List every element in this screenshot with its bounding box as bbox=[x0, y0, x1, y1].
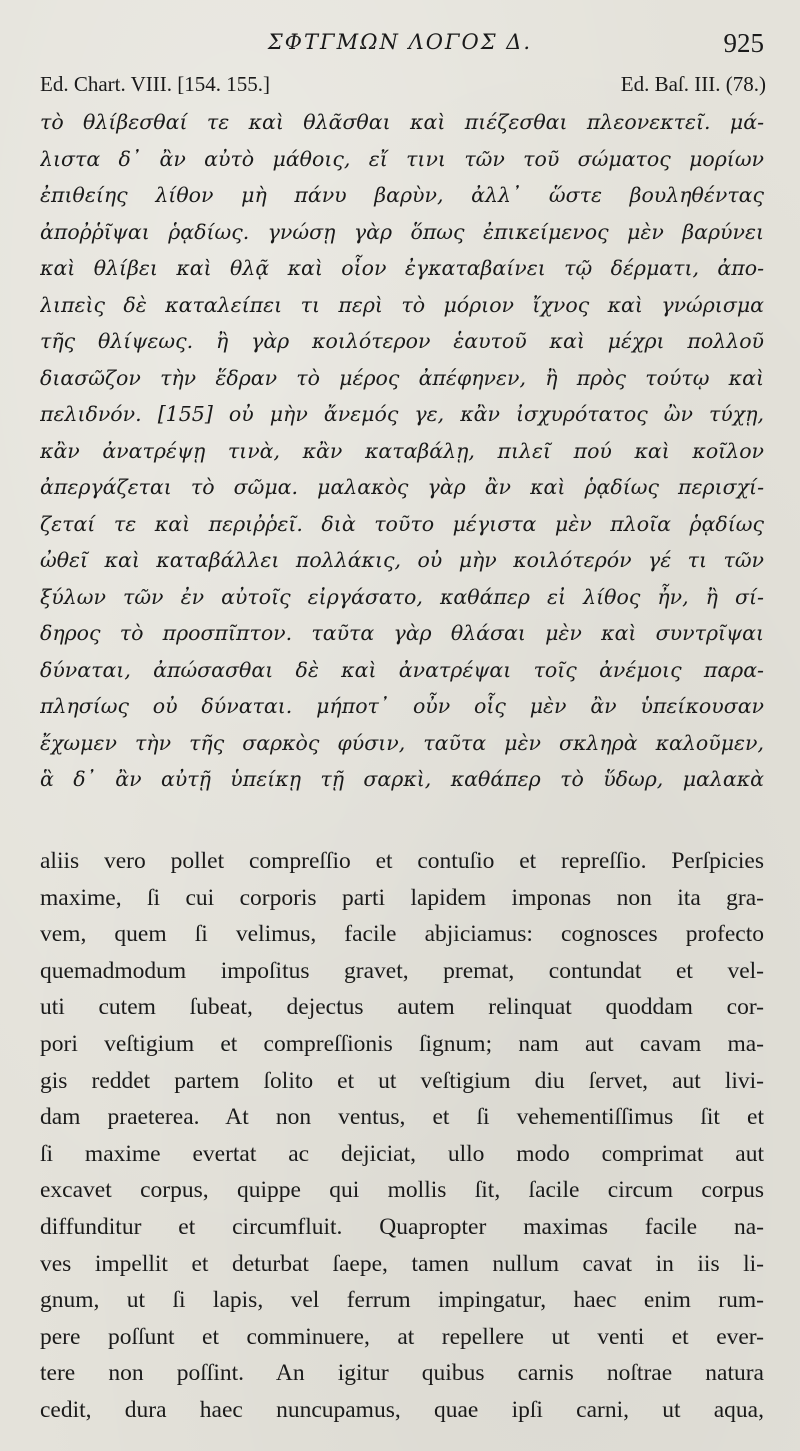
latin-text-line: quemadmodum impoſitus gravet, premat, contundat et vel- bbox=[40, 957, 764, 984]
greek-text-line: ἔχωμεν τὴν τῆς σαρκὸς φύσιν, ταῦτα μὲν σκληρὰ καλοῦμεν, bbox=[40, 730, 764, 755]
latin-text-line: gis reddet partem ſolito et ut veſtigium diu ſervet, aut livi- bbox=[40, 1067, 764, 1094]
greek-text-line: ἀπεργάζεται τὸ σῶμα. μαλακὸς γὰρ ἂν καὶ ῥᾳδίως περισχί- bbox=[40, 475, 764, 499]
latin-text-line: cedit, dura haec nuncupamus, quae ipſi carni, ut aqua, bbox=[40, 1396, 764, 1423]
greek-text-line: καὶ θλίβει καὶ θλᾷ καὶ οἷον ἐγκαταβαίνει τῷ δέρματι, ἀπο- bbox=[40, 256, 764, 280]
latin-text-line: uti cutem ſubeat, dejectus autem relinquat quoddam cor- bbox=[40, 994, 764, 1021]
latin-text-line: tere non poſſint. An igitur quibus carnis noſtrae natura bbox=[40, 1360, 764, 1387]
page-number: 925 bbox=[723, 28, 764, 58]
latin-text-line: maxime, ſi cui corporis parti lapidem imponas non ita gra- bbox=[40, 884, 764, 911]
greek-text-line: πελιδνόν. [155] οὐ μὴν ἄνεμός γε, κἂν ἰσχυρότατος ὢν τύχῃ, bbox=[40, 402, 764, 426]
greek-text-line: τὸ θλίβεσθαί τε καὶ θλᾶσθαι καὶ πιέζεσθαι πλεονεκτεῖ. μά- bbox=[40, 110, 764, 134]
greek-text-line: ἃ δ᾽ ἂν αὐτῇ ὑπείκῃ τῇ σαρκὶ, καθάπερ τὸ ὕδωρ, μαλακὰ bbox=[40, 767, 764, 791]
latin-text-line: gnum, ut ſi lapis, vel ferrum impingatur, haec enim rum- bbox=[40, 1287, 764, 1314]
greek-text-line: λιπεὶς δὲ καταλείπει τι περὶ τὸ μόριον ἴχνος καὶ γνώρισμα bbox=[40, 292, 764, 317]
greek-text-line: δηρος τὸ προσπῖπτον. ταῦτα γὰρ θλάσαι μὲν καὶ συντρῖψαι bbox=[40, 621, 764, 645]
latin-text-line: dam praeterea. At non ventus, et ſi vehementiſſimus ſit et bbox=[40, 1104, 764, 1131]
edition-reference-chartier: Ed. Chart. VIII. [154. 155.] bbox=[40, 72, 270, 96]
latin-text-line: ſi maxime evertat ac dejiciat, ullo modo comprimat aut bbox=[40, 1140, 764, 1167]
latin-text-line: ves impellit et deturbat ſaepe, tamen nullum cavat in iis li- bbox=[40, 1250, 764, 1277]
latin-text-line: pere poſſunt et comminuere, at repellere ut venti et ever- bbox=[40, 1323, 764, 1350]
greek-text-line: ἀποῤῥῖψαι ῥᾳδίως. γνώσῃ γὰρ ὅπως ἐπικείμενος μὲν βαρύνει bbox=[40, 219, 764, 244]
latin-text-line: pori veſtigium et compreſſionis ſignum; nam aut cavam ma- bbox=[40, 1030, 764, 1057]
greek-text-line: λιστα δ᾽ ἂν αὐτὸ μάθοις, εἴ τινι τῶν τοῦ σώματος μορίων bbox=[40, 146, 764, 171]
edition-reference-basel: Ed. Baſ. III. (78.) bbox=[620, 72, 766, 96]
latin-text-block bbox=[40, 843, 764, 1429]
greek-text-line: κἂν ἀνατρέψῃ τινὰ, κἂν καταβάλῃ, πιλεῖ πού καὶ κοῖλον bbox=[40, 438, 764, 463]
greek-text-line: ξύλων τῶν ἐν αὐτοῖς εἰργάσατο, καθάπερ εἰ λίθος ἦν, ἢ σί- bbox=[40, 584, 764, 609]
greek-text-line: διασῶζον τὴν ἕδραν τὸ μέρος ἀπέφηνεν, ἢ πρὸς τούτῳ καὶ bbox=[40, 365, 764, 390]
greek-text-block bbox=[40, 104, 764, 798]
greek-text-line: δύναται, ἀπώσασθαι δὲ καὶ ἀνατρέψαι τοῖς ἀνέμοις παρα- bbox=[40, 657, 764, 682]
greek-text-line: πλησίως οὐ δύναται. μήποτ᾽ οὖν οἷς μὲν ἂν ὑπείκουσαν bbox=[40, 694, 764, 718]
greek-text-line: ζεταί τε καὶ περιῤῥεῖ. διὰ τοῦτο μέγιστα μὲν πλοῖα ῥᾳδίως bbox=[40, 511, 764, 536]
greek-text-line: ἐπιθείης λίθον μὴ πάνυ βαρὺν, ἀλλ᾽ ὥστε βουληθέντας bbox=[40, 183, 764, 207]
latin-text-line: aliis vero pollet compreſſio et contuſio et repreſſio. Perſpicies bbox=[40, 848, 764, 874]
greek-text-line: τῆς θλίψεως. ἢ γὰρ κοιλότερον ἑαυτοῦ καὶ μέχρι πολλοῦ bbox=[40, 329, 764, 353]
running-title: ΣΦΤΓΜΩΝ ΛΟΓΟΣ Δ. bbox=[267, 30, 533, 54]
greek-text-line: ὠθεῖ καὶ καταβάλλει πολλάκις, οὐ μὴν κοιλότερόν γέ τι τῶν bbox=[40, 548, 764, 572]
latin-text-line: excavet corpus, quippe qui mollis ſit, ſacile circum corpus bbox=[40, 1177, 764, 1204]
latin-text-line: vem, quem ſi velimus, facile abjiciamus: cognosces profecto bbox=[40, 921, 764, 948]
latin-text-line: diffunditur et circumfluit. Quapropter maximas facile na- bbox=[40, 1213, 764, 1240]
